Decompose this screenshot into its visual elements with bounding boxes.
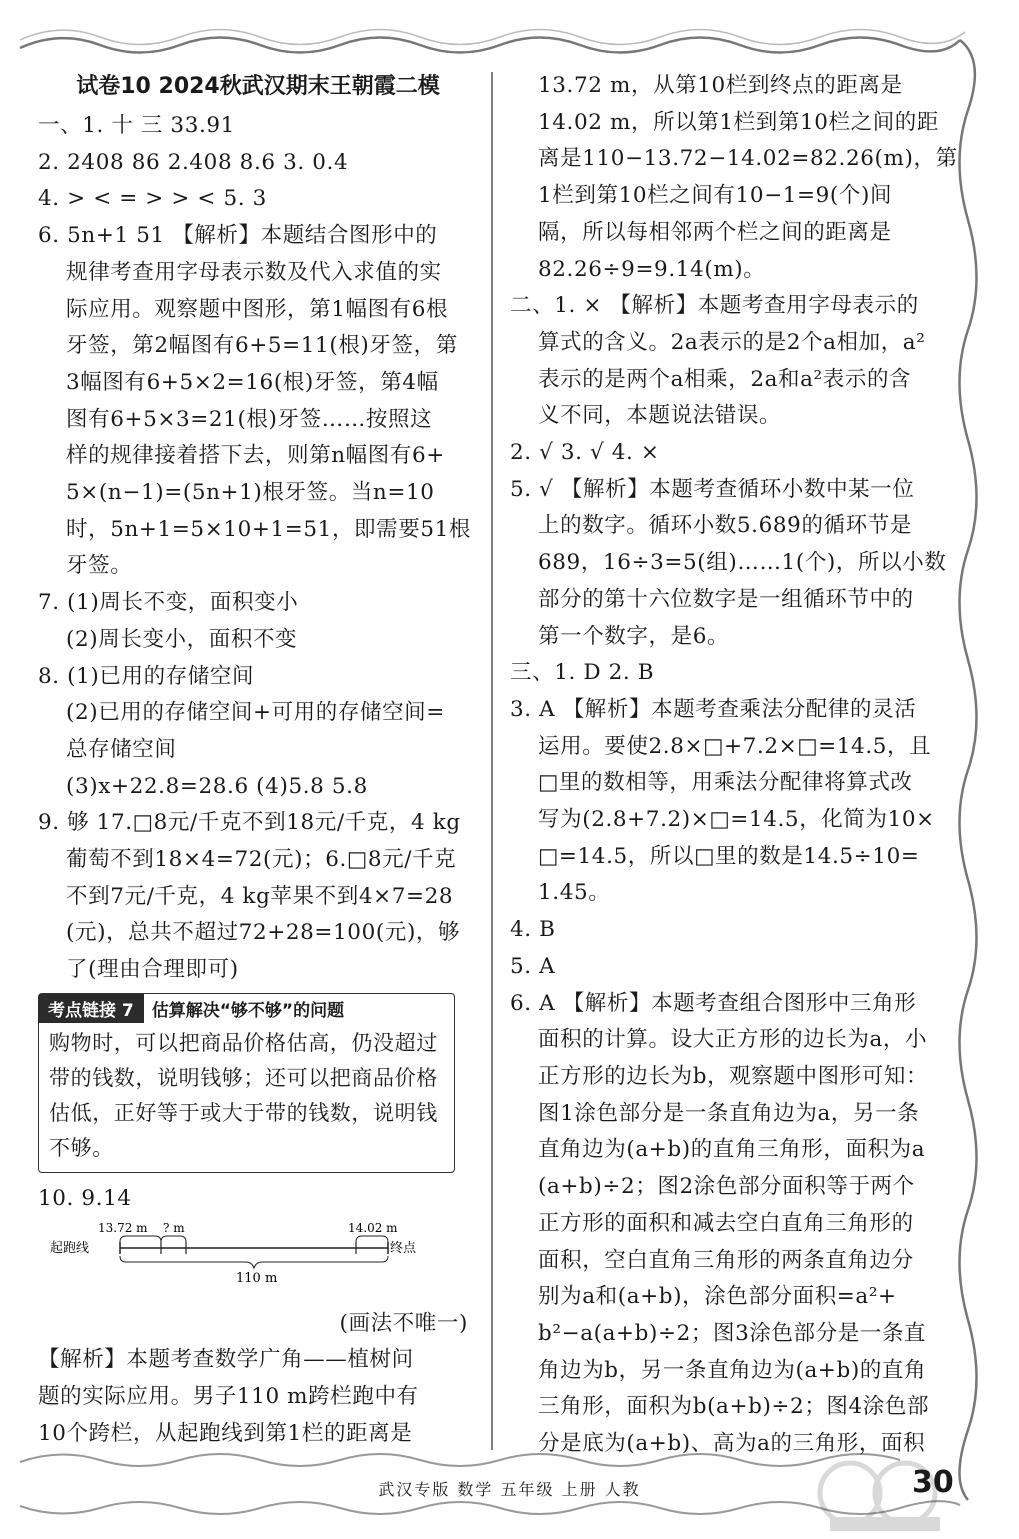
answer-line: 689，16÷3=5(组)……1(个)，所以小数 [538,550,947,576]
answer-line: 规律考查用字母表示数及代入求值的实 [66,259,442,285]
page-title: 试卷10 2024秋武汉期末王朝霞二模 [76,74,440,99]
label-unknown-gap: ? m [163,1220,185,1235]
label-finish: 终点 [390,1240,417,1256]
q10-explain-line: 【解析】本题考查数学广角——植树问 [38,1347,414,1373]
q10-note: (画法不唯一) [339,1310,468,1336]
answer-line: 直角边为(a+b)的直角三角形，面积为a [538,1137,926,1163]
brace-last-gap [356,1236,388,1242]
answer-line: 隔，所以每相邻两个栏之间的距离是 [538,219,892,245]
label-total-length: 110 m [236,1270,278,1286]
answer-line: 82.26÷9=9.14(m)。 [538,256,766,282]
answer-line: □里的数相等，用乘法分配律将算式改 [538,770,913,796]
brace-first-gap [120,1236,161,1242]
answer-line: 写为(2.8+7.2)×□=14.5，化简为10× [538,807,935,833]
answer-line: 角边为b，另一条直角边为(a+b)的直角 [538,1357,927,1383]
brace-unknown-gap [161,1236,186,1242]
brace-total [120,1256,388,1268]
left-answers [38,108,478,989]
hurdle-diagram [38,1218,478,1306]
answer-line: 义不同，本题说法错误。 [538,403,782,429]
answer-line: 三、1. D 2. B [510,660,655,686]
answer-line: 别为a和(a+b)，涂色部分面积=a²+ [538,1284,897,1310]
knowledge-link-line: 不够。 [49,1135,114,1160]
label-first-gap: 13.72 m [98,1220,148,1235]
knowledge-link-body [39,1026,454,1166]
answer-line: 4. B [510,917,556,943]
knowledge-link-line: 估低，正好等于或大于带的钱数，说明钱 [49,1100,438,1125]
right-column [510,68,958,1463]
answer-line: 面积，空白直角三角形的两条直角边分 [538,1247,914,1273]
answer-line: 牙签。 [66,553,133,579]
answer-line: 2. √ 3. √ 4. × [510,440,660,466]
answer-line: 5×(n−1)=(5n+1)根牙签。当n=10 [66,480,435,506]
answer-line: 14.02 m，所以第1栏到第10栏之间的距 [538,109,940,135]
answer-line: 三角形，面积为b(a+b)÷2；图4涂色部 [538,1394,930,1420]
answer-line: 二、1. × 【解析】本题考查用字母表示的 [510,293,919,319]
answer-line: 部分的第十六位数字是一组循环节中的 [538,586,914,612]
knowledge-link-tag: 考点链接 7 [38,994,144,1023]
answer-line: (a+b)÷2；图2涂色部分面积等于两个 [538,1174,915,1200]
page-number: 30 [912,1465,954,1500]
answer-line: 葡萄不到18×4=72(元)；6.□8元/千克 [66,847,457,873]
answer-line: 表示的是两个a相乘，2a和a²表示的含 [538,366,912,392]
answer-line: 5. A [510,953,556,979]
answer-line: 际应用。观察题中图形，第1幅图有6根 [66,296,449,322]
answer-line: 总存储空间 [66,736,177,762]
watermark-logo [790,1455,960,1539]
answer-line: (2)周长变小，面积不变 [66,626,298,652]
knowledge-link-line: 购物时，可以把商品价格估高，仍没超过 [49,1030,438,1055]
answer-line: 1.45。 [538,880,611,906]
answer-line: 离是110−13.72−14.02=82.26(m)，第 [538,146,958,172]
answer-line: 6. A 【解析】本题考查组合图形中三角形 [510,990,917,1016]
answer-line: 9. 够 17.□8元/千克不到18元/千克，4 kg [38,810,461,836]
answer-line: 图有6+5×3=21(根)牙签……按照这 [66,406,433,432]
answer-line: 8. (1)已用的存储空间 [38,663,255,689]
hurdle-diagram-svg [38,1218,468,1306]
answer-line: 牙签，第2幅图有6+5=11(根)牙签，第 [66,333,458,359]
q10-explain-line: 题的实际应用。男子110 m跨栏跑中有 [38,1383,419,1409]
answer-line: b²−a(a+b)÷2；图3涂色部分是一条直 [538,1320,927,1346]
watermark-logo-svg [790,1455,960,1535]
answer-line: 正方形的面积和减去空白直角三角形的 [538,1210,914,1236]
answer-line: 6. 5n+1 51 【解析】本题结合图形中的 [38,223,438,249]
answer-line: 时，5n+1=5×10+1=51，即需要51根 [66,516,472,542]
q10-answer: 10. 9.14 [38,1185,132,1211]
answer-line: 3. A 【解析】本题考查乘法分配律的灵活 [510,696,917,722]
answer-line: 样的规律接着搭下去，则第n幅图有6+ [66,443,445,469]
answer-line: 2. 2408 86 2.408 8.6 3. 0.4 [38,149,349,175]
answer-line: 图1涂色部分是一条直角边为a，另一条 [538,1100,920,1126]
answer-line: 上的数字。循环小数5.6̇89̇的循环节是 [538,513,912,539]
answer-line: 分是底为(a+b)、高为a的三角形，面积 [538,1431,926,1457]
answer-line: 13.72 m，从第10栏到终点的距离是 [538,73,903,98]
answer-line: (2)已用的存储空间+可用的存储空间= [66,700,445,726]
left-column [38,68,478,1452]
answer-line: 不到7元/千克，4 kg苹果不到4×7=28 [66,883,454,909]
knowledge-link-title: 估算解决“够不够”的问题 [151,1001,345,1022]
answer-line: 第一个数字，是6。 [538,623,730,649]
knowledge-link-header [39,994,454,1024]
knowledge-link-box [38,993,455,1173]
answer-line: 正方形的边长为b，观察题中图形可知： [538,1063,929,1089]
page-footer: 武汉专版 数学 五年级 上册 人教 [378,1480,641,1499]
answer-line: 4. > < = > > < 5. 3 [38,186,267,212]
answer-line: □=14.5，所以□里的数是14.5÷10= [538,843,920,869]
knowledge-link-line: 带的钱数，说明钱够；还可以把商品价格 [49,1065,438,1090]
label-start-line: 起跑线 [50,1240,90,1256]
answer-line: 一、1. 十 三 33.91 [38,113,235,138]
answer-line: 1栏到第10栏之间有10−1=9(个)间 [538,183,893,209]
q10-explain-line: 10个跨栏，从起跑线到第1栏的距离是 [38,1420,413,1446]
answer-line: 5. √ 【解析】本题考查循环小数中某一位 [510,476,915,502]
answer-line: (3)x+22.8=28.6 (4)5.8 5.8 [66,773,368,799]
answer-line: (元)，总共不超过72+28=100(元)，够 [66,920,461,946]
answer-line: 7. (1)周长不变，面积变小 [38,590,299,616]
answer-line: 3幅图有6+5×2=16(根)牙签，第4幅 [66,369,439,395]
answer-line: 运用。要使2.8×□+7.2×□=14.5，且 [538,733,932,759]
answer-line: 了(理由合理即可) [66,957,239,983]
answer-line: 面积的计算。设大正方形的边长为a，小 [538,1027,928,1053]
answer-line: 算式的含义。2a表示的是2个a相加，a² [538,329,926,355]
label-last-gap: 14.02 m [348,1220,398,1235]
